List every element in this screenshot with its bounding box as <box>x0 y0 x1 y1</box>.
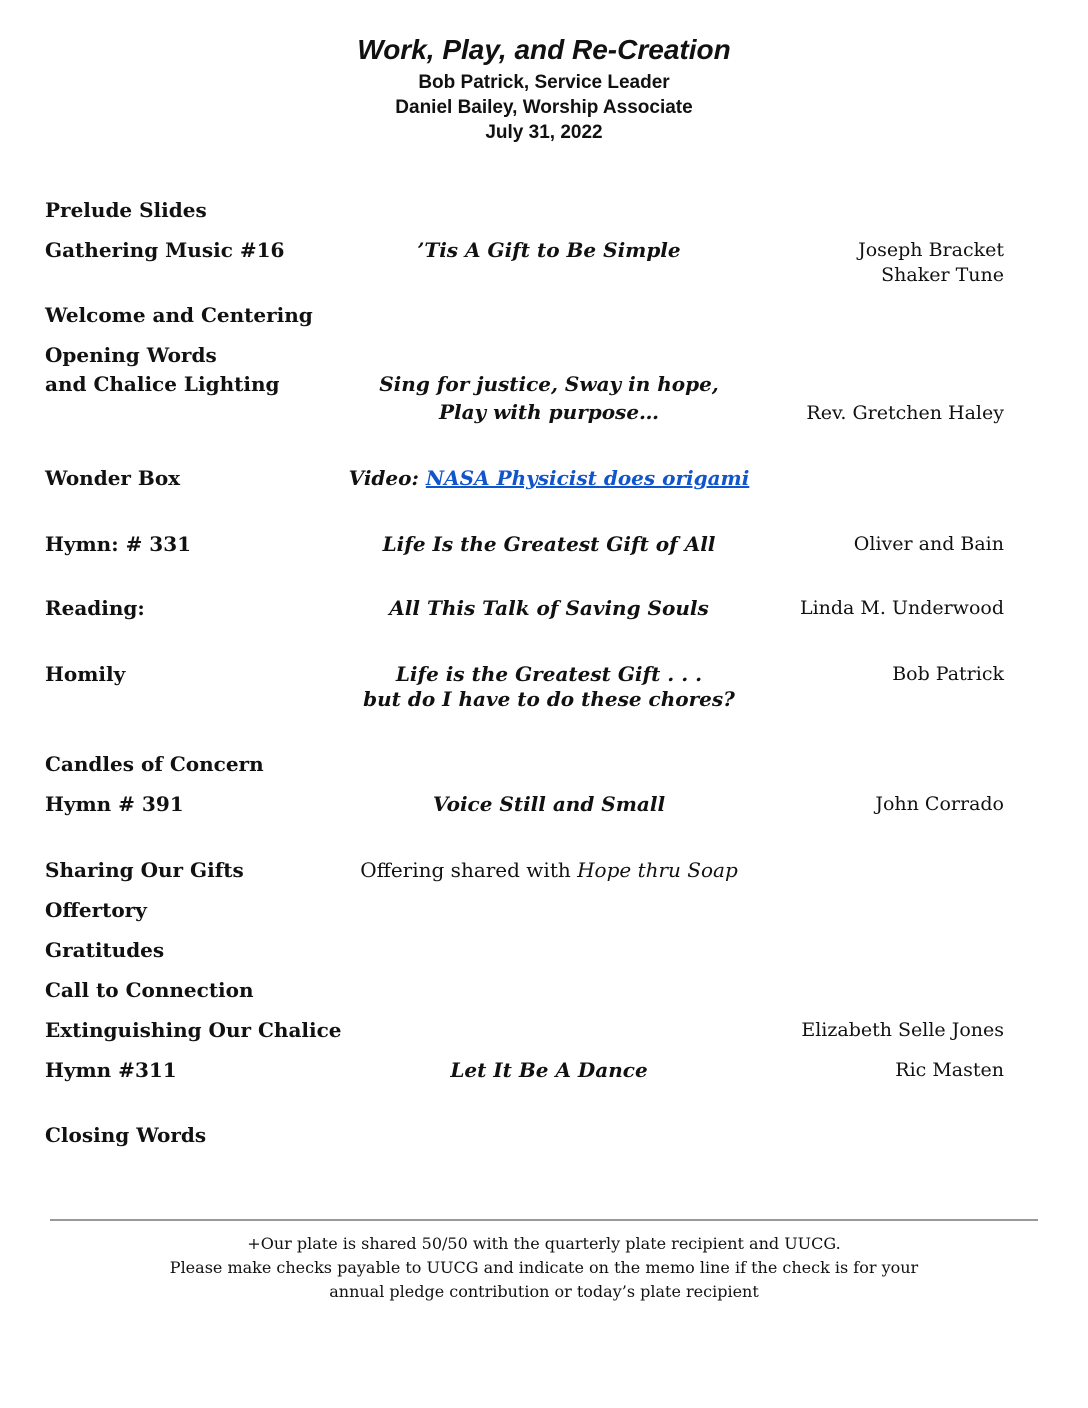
item-credit-secondary: Shaker Tune <box>881 264 1004 286</box>
footer-line: +Our plate is shared 50/50 with the quarterly plate recipient and UUCG. <box>247 1234 841 1253</box>
item-title-continued: Play with purpose… <box>438 400 660 424</box>
item-label: Hymn #311 <box>45 1058 177 1082</box>
item-title: Voice Still and Small <box>432 792 666 816</box>
item-credit: Rev. Gretchen Haley <box>806 402 1004 424</box>
item-label: Sharing Our Gifts <box>45 858 244 882</box>
item-title: Life Is the Greatest Gift of All <box>382 532 716 556</box>
item-title: Life is the Greatest Gift . . . <box>395 662 703 686</box>
item-label: Candles of Concern <box>45 752 264 776</box>
item-credit: Oliver and Bain <box>853 533 1004 555</box>
item-title: Let It Be A Dance <box>450 1058 648 1082</box>
item-credit: John Corrado <box>875 793 1004 815</box>
origami-video-link[interactable]: NASA Physicist does origami <box>425 466 750 490</box>
item-title: All This Talk of Saving Souls <box>389 596 709 620</box>
item-label: Opening Words <box>45 343 217 367</box>
item-video <box>300 465 798 492</box>
item-credit: Bob Patrick <box>892 663 1004 685</box>
item-credit: Ric Masten <box>895 1059 1004 1081</box>
item-label: Welcome and Centering <box>45 303 313 327</box>
item-credit: Joseph Bracket <box>858 239 1004 261</box>
offering-recipient: Hope thru Soap <box>577 858 738 882</box>
worship-associate: Daniel Bailey, Worship Associate <box>395 97 693 118</box>
item-label: Prelude Slides <box>45 198 207 222</box>
item-label: Gratitudes <box>45 938 165 962</box>
footer-line: annual pledge contribution or today’s plate recipient <box>329 1282 759 1301</box>
item-title: Sing for justice, Sway in hope, <box>379 372 719 396</box>
order-of-service-header <box>0 30 1088 145</box>
footer-divider <box>50 1219 1038 1221</box>
item-offering-note <box>300 857 798 884</box>
item-label-continued: and Chalice Lighting <box>45 372 280 396</box>
item-label: Closing Words <box>45 1123 207 1147</box>
item-label: Call to Connection <box>45 978 254 1002</box>
item-label: Hymn # 391 <box>45 792 184 816</box>
service-leader: Bob Patrick, Service Leader <box>418 72 670 93</box>
item-label: Gathering Music #16 <box>45 238 285 262</box>
item-label: Offertory <box>45 898 147 922</box>
item-label: Reading: <box>45 596 145 620</box>
item-title-continued: but do I have to do these chores? <box>363 687 735 711</box>
service-title: Work, Play, and Re-Creation <box>357 34 731 65</box>
footer-line: Please make checks payable to UUCG and indicate on the memo line if the check is for your <box>169 1258 919 1277</box>
service-date: July 31, 2022 <box>485 122 603 143</box>
item-label: Wonder Box <box>45 466 181 490</box>
item-label: Homily <box>45 662 126 686</box>
item-title: ’Tis A Gift to Be Simple <box>417 238 681 262</box>
footer-note <box>0 1232 1088 1304</box>
item-credit: Elizabeth Selle Jones <box>801 1019 1004 1041</box>
video-prefix: Video: <box>348 466 419 490</box>
item-credit: Linda M. Underwood <box>799 597 1004 619</box>
item-label: Hymn: # 331 <box>45 532 192 556</box>
item-label: Extinguishing Our Chalice <box>45 1018 342 1042</box>
offering-text: Offering shared with <box>360 858 571 882</box>
